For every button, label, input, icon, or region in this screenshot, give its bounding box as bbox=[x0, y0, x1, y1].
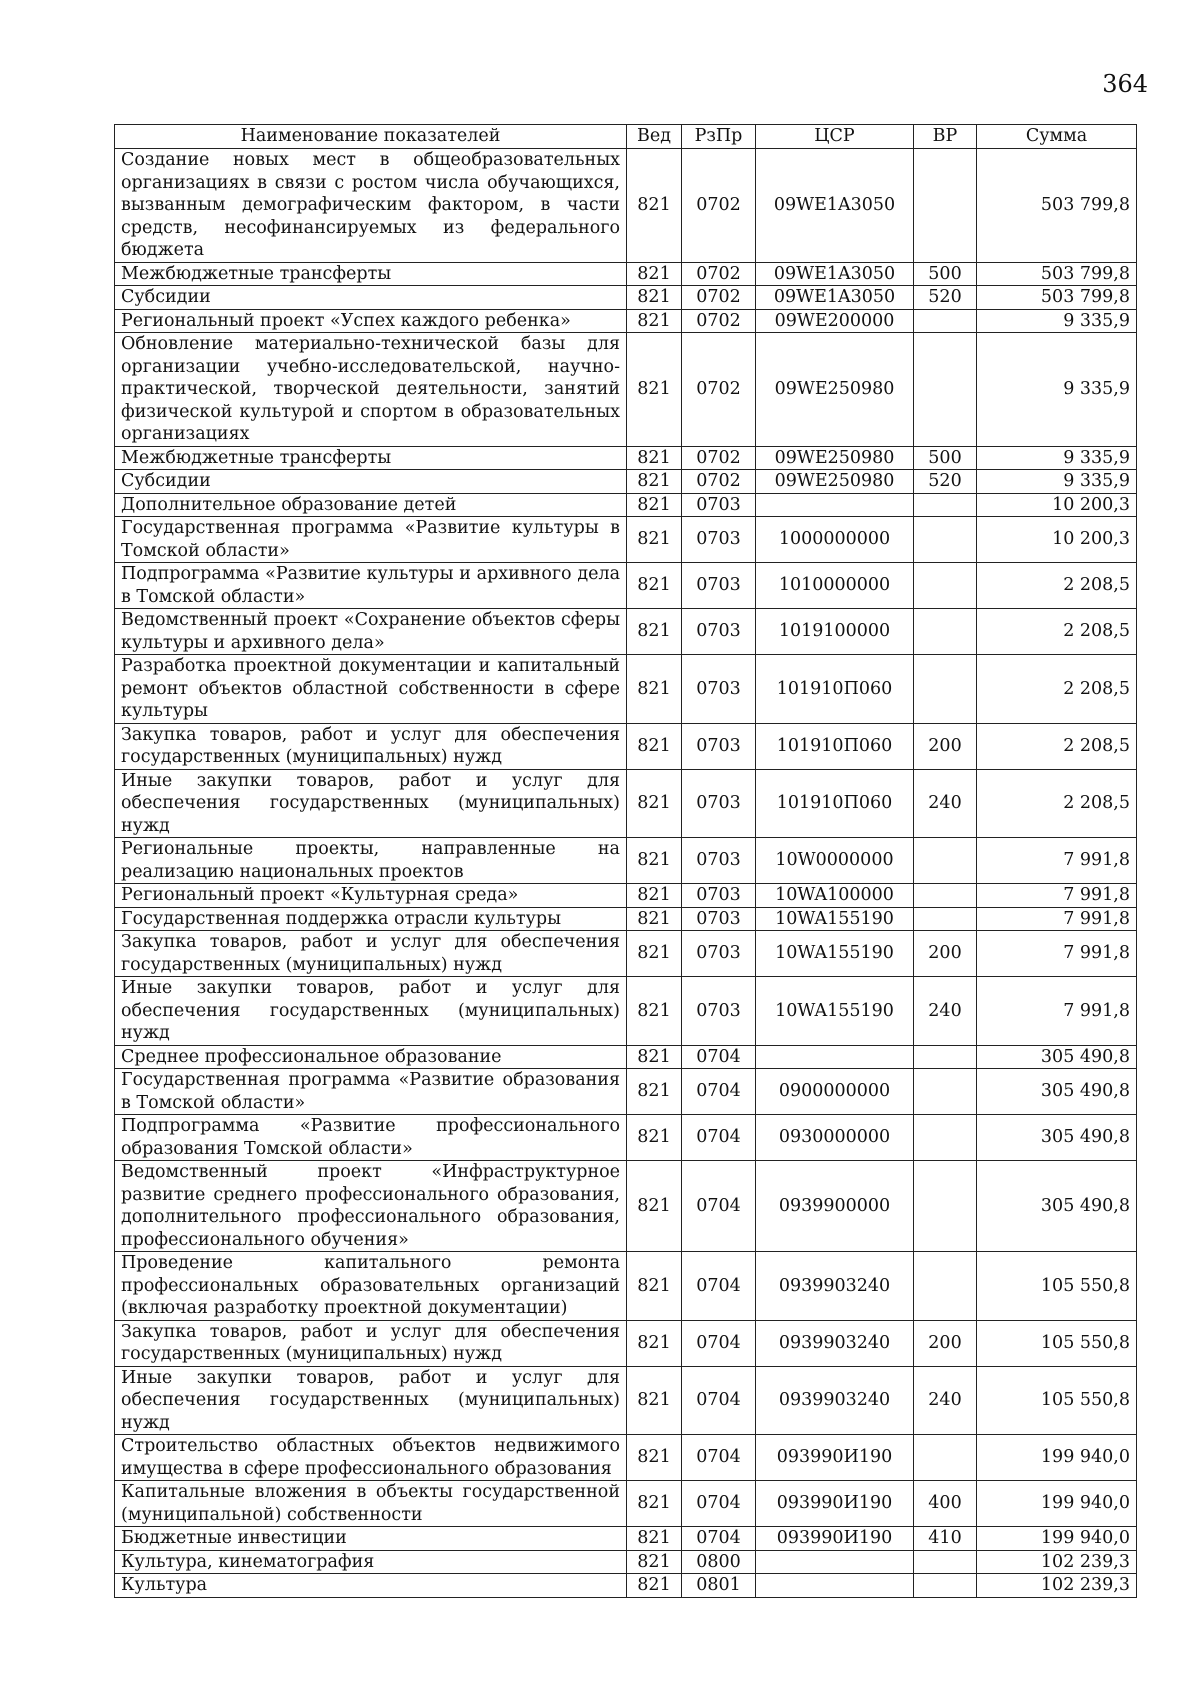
table-row bbox=[115, 1320, 1137, 1366]
cell-ved: 821 bbox=[627, 931, 682, 977]
cell-rzpr: 0702 bbox=[682, 149, 756, 263]
cell-rzpr: 0702 bbox=[682, 262, 756, 286]
cell-rzpr: 0704 bbox=[682, 1069, 756, 1115]
cell-rzpr: 0704 bbox=[682, 1045, 756, 1069]
cell-vr bbox=[914, 1115, 977, 1161]
cell-csr: 0939903240 bbox=[756, 1366, 914, 1435]
cell-sum: 9 335,9 bbox=[977, 309, 1137, 333]
table-row bbox=[115, 977, 1137, 1046]
cell-ved: 821 bbox=[627, 1069, 682, 1115]
cell-name: Подпрограмма «Развитие культуры и архивного дела в Томской области» bbox=[115, 563, 627, 609]
cell-rzpr: 0704 bbox=[682, 1115, 756, 1161]
table-row bbox=[115, 1069, 1137, 1115]
cell-csr: 093990И190 bbox=[756, 1527, 914, 1551]
cell-csr: 09WE1A3050 bbox=[756, 262, 914, 286]
cell-sum: 105 550,8 bbox=[977, 1252, 1137, 1321]
table-row bbox=[115, 907, 1137, 931]
cell-name: Проведение капитального ремонта профессиональных образовательных организаций (включая разработку проектной документации) bbox=[115, 1252, 627, 1321]
cell-vr: 240 bbox=[914, 1366, 977, 1435]
cell-sum: 503 799,8 bbox=[977, 149, 1137, 263]
table-row bbox=[115, 1574, 1137, 1598]
cell-ved: 821 bbox=[627, 655, 682, 724]
cell-sum: 7 991,8 bbox=[977, 931, 1137, 977]
cell-ved: 821 bbox=[627, 907, 682, 931]
cell-ved: 821 bbox=[627, 1320, 682, 1366]
cell-name: Государственная поддержка отрасли культуры bbox=[115, 907, 627, 931]
cell-csr: 10WA155190 bbox=[756, 931, 914, 977]
table-row bbox=[115, 1481, 1137, 1527]
table-row bbox=[115, 563, 1137, 609]
cell-name: Закупка товаров, работ и услуг для обеспечения государственных (муниципальных) нужд bbox=[115, 931, 627, 977]
cell-rzpr: 0702 bbox=[682, 286, 756, 310]
cell-name: Иные закупки товаров, работ и услуг для обеспечения государственных (муниципальных) нужд bbox=[115, 977, 627, 1046]
cell-name: Создание новых мест в общеобразовательных организациях в связи с ростом числа обучающихся, вызванным демографическим фактором, в части средств, несофинансируемых из федерального бюджета bbox=[115, 149, 627, 263]
cell-vr: 410 bbox=[914, 1527, 977, 1551]
cell-ved: 821 bbox=[627, 769, 682, 838]
cell-sum: 105 550,8 bbox=[977, 1366, 1137, 1435]
cell-csr: 1000000000 bbox=[756, 517, 914, 563]
cell-rzpr: 0801 bbox=[682, 1574, 756, 1598]
cell-vr bbox=[914, 1252, 977, 1321]
cell-csr: 09WE250980 bbox=[756, 333, 914, 447]
cell-sum: 2 208,5 bbox=[977, 609, 1137, 655]
cell-vr bbox=[914, 1161, 977, 1252]
cell-sum: 102 239,3 bbox=[977, 1550, 1137, 1574]
cell-ved: 821 bbox=[627, 609, 682, 655]
cell-rzpr: 0704 bbox=[682, 1481, 756, 1527]
cell-csr: 09WE1A3050 bbox=[756, 149, 914, 263]
cell-vr bbox=[914, 884, 977, 908]
cell-ved: 821 bbox=[627, 493, 682, 517]
cell-csr: 101910П060 bbox=[756, 655, 914, 724]
cell-name: Закупка товаров, работ и услуг для обеспечения государственных (муниципальных) нужд bbox=[115, 723, 627, 769]
cell-csr: 10WA155190 bbox=[756, 907, 914, 931]
cell-csr: 0939903240 bbox=[756, 1252, 914, 1321]
table-row bbox=[115, 262, 1137, 286]
cell-csr bbox=[756, 493, 914, 517]
table-header-row bbox=[115, 125, 1137, 149]
table-row bbox=[115, 333, 1137, 447]
cell-ved: 821 bbox=[627, 1574, 682, 1598]
table-row bbox=[115, 1366, 1137, 1435]
cell-rzpr: 0703 bbox=[682, 563, 756, 609]
cell-csr: 093990И190 bbox=[756, 1481, 914, 1527]
cell-csr: 0939903240 bbox=[756, 1320, 914, 1366]
cell-name: Государственная программа «Развитие культуры в Томской области» bbox=[115, 517, 627, 563]
cell-sum: 10 200,3 bbox=[977, 517, 1137, 563]
cell-csr: 10WA155190 bbox=[756, 977, 914, 1046]
cell-ved: 821 bbox=[627, 1252, 682, 1321]
table-row bbox=[115, 1435, 1137, 1481]
cell-ved: 821 bbox=[627, 262, 682, 286]
cell-sum: 105 550,8 bbox=[977, 1320, 1137, 1366]
cell-name: Государственная программа «Развитие образования в Томской области» bbox=[115, 1069, 627, 1115]
cell-ved: 821 bbox=[627, 563, 682, 609]
table-row bbox=[115, 1550, 1137, 1574]
cell-vr bbox=[914, 517, 977, 563]
cell-sum: 305 490,8 bbox=[977, 1115, 1137, 1161]
cell-rzpr: 0704 bbox=[682, 1320, 756, 1366]
cell-rzpr: 0702 bbox=[682, 333, 756, 447]
cell-csr bbox=[756, 1574, 914, 1598]
cell-name: Дополнительное образование детей bbox=[115, 493, 627, 517]
table-row bbox=[115, 1252, 1137, 1321]
cell-vr: 200 bbox=[914, 1320, 977, 1366]
cell-rzpr: 0704 bbox=[682, 1366, 756, 1435]
cell-sum: 9 335,9 bbox=[977, 333, 1137, 447]
table-row bbox=[115, 1045, 1137, 1069]
cell-vr: 520 bbox=[914, 286, 977, 310]
cell-ved: 821 bbox=[627, 333, 682, 447]
cell-vr bbox=[914, 1574, 977, 1598]
cell-name: Региональный проект «Успех каждого ребенка» bbox=[115, 309, 627, 333]
cell-csr: 101910П060 bbox=[756, 723, 914, 769]
cell-csr: 0939900000 bbox=[756, 1161, 914, 1252]
cell-vr bbox=[914, 838, 977, 884]
cell-sum: 305 490,8 bbox=[977, 1069, 1137, 1115]
cell-ved: 821 bbox=[627, 1115, 682, 1161]
cell-csr bbox=[756, 1045, 914, 1069]
cell-vr bbox=[914, 609, 977, 655]
cell-ved: 821 bbox=[627, 1045, 682, 1069]
cell-csr bbox=[756, 1550, 914, 1574]
cell-ved: 821 bbox=[627, 470, 682, 494]
cell-rzpr: 0703 bbox=[682, 907, 756, 931]
header-ved: Вед bbox=[627, 125, 682, 149]
cell-csr: 09WE1A3050 bbox=[756, 286, 914, 310]
cell-rzpr: 0704 bbox=[682, 1252, 756, 1321]
cell-sum: 7 991,8 bbox=[977, 884, 1137, 908]
cell-sum: 10 200,3 bbox=[977, 493, 1137, 517]
cell-rzpr: 0703 bbox=[682, 493, 756, 517]
cell-ved: 821 bbox=[627, 309, 682, 333]
cell-csr: 1010000000 bbox=[756, 563, 914, 609]
cell-ved: 821 bbox=[627, 1435, 682, 1481]
cell-vr: 500 bbox=[914, 262, 977, 286]
cell-name: Разработка проектной документации и капитальный ремонт объектов областной собственности в сфере культуры bbox=[115, 655, 627, 724]
cell-vr bbox=[914, 1435, 977, 1481]
cell-ved: 821 bbox=[627, 1527, 682, 1551]
cell-ved: 821 bbox=[627, 517, 682, 563]
cell-ved: 821 bbox=[627, 1161, 682, 1252]
table-body bbox=[115, 149, 1137, 1598]
cell-sum: 9 335,9 bbox=[977, 446, 1137, 470]
cell-sum: 7 991,8 bbox=[977, 907, 1137, 931]
cell-name: Подпрограмма «Развитие профессионального образования Томской области» bbox=[115, 1115, 627, 1161]
cell-name: Субсидии bbox=[115, 286, 627, 310]
table-row bbox=[115, 286, 1137, 310]
cell-rzpr: 0703 bbox=[682, 977, 756, 1046]
cell-sum: 7 991,8 bbox=[977, 838, 1137, 884]
table-row bbox=[115, 884, 1137, 908]
cell-name: Субсидии bbox=[115, 470, 627, 494]
cell-vr bbox=[914, 1550, 977, 1574]
cell-vr bbox=[914, 1045, 977, 1069]
cell-rzpr: 0703 bbox=[682, 769, 756, 838]
table-row bbox=[115, 838, 1137, 884]
header-csr: ЦСР bbox=[756, 125, 914, 149]
table-row bbox=[115, 470, 1137, 494]
cell-rzpr: 0703 bbox=[682, 655, 756, 724]
cell-sum: 305 490,8 bbox=[977, 1045, 1137, 1069]
header-name: Наименование показателей bbox=[115, 125, 627, 149]
cell-name: Бюджетные инвестиции bbox=[115, 1527, 627, 1551]
cell-ved: 821 bbox=[627, 446, 682, 470]
table-row bbox=[115, 769, 1137, 838]
cell-sum: 7 991,8 bbox=[977, 977, 1137, 1046]
table-row bbox=[115, 931, 1137, 977]
table-row bbox=[115, 609, 1137, 655]
cell-ved: 821 bbox=[627, 884, 682, 908]
cell-name: Региональный проект «Культурная среда» bbox=[115, 884, 627, 908]
cell-rzpr: 0703 bbox=[682, 517, 756, 563]
cell-vr bbox=[914, 907, 977, 931]
table-row bbox=[115, 446, 1137, 470]
cell-csr: 0900000000 bbox=[756, 1069, 914, 1115]
cell-rzpr: 0702 bbox=[682, 446, 756, 470]
page-number: 364 bbox=[1102, 70, 1148, 98]
cell-ved: 821 bbox=[627, 286, 682, 310]
cell-vr bbox=[914, 333, 977, 447]
cell-name: Среднее профессиональное образование bbox=[115, 1045, 627, 1069]
cell-sum: 199 940,0 bbox=[977, 1481, 1137, 1527]
cell-sum: 503 799,8 bbox=[977, 286, 1137, 310]
cell-sum: 2 208,5 bbox=[977, 563, 1137, 609]
cell-vr bbox=[914, 309, 977, 333]
budget-table bbox=[114, 124, 1137, 1598]
cell-sum: 9 335,9 bbox=[977, 470, 1137, 494]
cell-vr: 400 bbox=[914, 1481, 977, 1527]
cell-rzpr: 0703 bbox=[682, 723, 756, 769]
cell-vr bbox=[914, 149, 977, 263]
table-row bbox=[115, 1527, 1137, 1551]
cell-rzpr: 0702 bbox=[682, 470, 756, 494]
cell-name: Культура, кинематография bbox=[115, 1550, 627, 1574]
cell-ved: 821 bbox=[627, 723, 682, 769]
cell-name: Строительство областных объектов недвижимого имущества в сфере профессионального образования bbox=[115, 1435, 627, 1481]
cell-rzpr: 0704 bbox=[682, 1527, 756, 1551]
cell-csr: 09WE200000 bbox=[756, 309, 914, 333]
cell-rzpr: 0703 bbox=[682, 838, 756, 884]
header-rzpr: РзПр bbox=[682, 125, 756, 149]
table-row bbox=[115, 655, 1137, 724]
header-sum: Сумма bbox=[977, 125, 1137, 149]
cell-sum: 2 208,5 bbox=[977, 769, 1137, 838]
header-vr: ВР bbox=[914, 125, 977, 149]
cell-name: Культура bbox=[115, 1574, 627, 1598]
cell-name: Иные закупки товаров, работ и услуг для обеспечения государственных (муниципальных) нужд bbox=[115, 1366, 627, 1435]
cell-csr: 101910П060 bbox=[756, 769, 914, 838]
cell-rzpr: 0702 bbox=[682, 309, 756, 333]
cell-vr: 520 bbox=[914, 470, 977, 494]
cell-sum: 305 490,8 bbox=[977, 1161, 1137, 1252]
table-row bbox=[115, 149, 1137, 263]
cell-vr bbox=[914, 563, 977, 609]
cell-name: Региональные проекты, направленные на реализацию национальных проектов bbox=[115, 838, 627, 884]
cell-csr: 093990И190 bbox=[756, 1435, 914, 1481]
cell-vr: 240 bbox=[914, 977, 977, 1046]
cell-rzpr: 0704 bbox=[682, 1161, 756, 1252]
cell-rzpr: 0800 bbox=[682, 1550, 756, 1574]
cell-vr: 240 bbox=[914, 769, 977, 838]
cell-vr bbox=[914, 493, 977, 517]
table-row bbox=[115, 1161, 1137, 1252]
cell-vr bbox=[914, 655, 977, 724]
cell-rzpr: 0703 bbox=[682, 609, 756, 655]
cell-name: Ведомственный проект «Сохранение объектов сферы культуры и архивного дела» bbox=[115, 609, 627, 655]
cell-name: Обновление материально-технической базы для организации учебно-исследовательской, научно-практической, творческой деятельности, занятий физической культурой и спортом в образовательных организациях bbox=[115, 333, 627, 447]
cell-vr: 200 bbox=[914, 723, 977, 769]
cell-ved: 821 bbox=[627, 1550, 682, 1574]
cell-name: Иные закупки товаров, работ и услуг для обеспечения государственных (муниципальных) нужд bbox=[115, 769, 627, 838]
cell-sum: 102 239,3 bbox=[977, 1574, 1137, 1598]
table-row bbox=[115, 1115, 1137, 1161]
cell-ved: 821 bbox=[627, 1481, 682, 1527]
cell-ved: 821 bbox=[627, 838, 682, 884]
cell-name: Межбюджетные трансферты bbox=[115, 446, 627, 470]
cell-csr: 09WE250980 bbox=[756, 446, 914, 470]
cell-rzpr: 0703 bbox=[682, 884, 756, 908]
cell-csr: 10W0000000 bbox=[756, 838, 914, 884]
cell-name: Ведомственный проект «Инфраструктурное развитие среднего профессионального образования, дополнительного профессионального образования, профессионального обучения» bbox=[115, 1161, 627, 1252]
table-row bbox=[115, 493, 1137, 517]
cell-name: Межбюджетные трансферты bbox=[115, 262, 627, 286]
table-row bbox=[115, 309, 1137, 333]
cell-csr: 1019100000 bbox=[756, 609, 914, 655]
cell-sum: 2 208,5 bbox=[977, 655, 1137, 724]
cell-name: Капитальные вложения в объекты государственной (муниципальной) собственности bbox=[115, 1481, 627, 1527]
cell-sum: 503 799,8 bbox=[977, 262, 1137, 286]
cell-sum: 2 208,5 bbox=[977, 723, 1137, 769]
cell-rzpr: 0703 bbox=[682, 931, 756, 977]
cell-ved: 821 bbox=[627, 1366, 682, 1435]
cell-vr: 200 bbox=[914, 931, 977, 977]
cell-sum: 199 940,0 bbox=[977, 1527, 1137, 1551]
cell-vr: 500 bbox=[914, 446, 977, 470]
table-row bbox=[115, 723, 1137, 769]
cell-csr: 10WA100000 bbox=[756, 884, 914, 908]
cell-rzpr: 0704 bbox=[682, 1435, 756, 1481]
cell-name: Закупка товаров, работ и услуг для обеспечения государственных (муниципальных) нужд bbox=[115, 1320, 627, 1366]
cell-sum: 199 940,0 bbox=[977, 1435, 1137, 1481]
table-row bbox=[115, 517, 1137, 563]
cell-vr bbox=[914, 1069, 977, 1115]
cell-ved: 821 bbox=[627, 149, 682, 263]
cell-ved: 821 bbox=[627, 977, 682, 1046]
cell-csr: 09WE250980 bbox=[756, 470, 914, 494]
cell-csr: 0930000000 bbox=[756, 1115, 914, 1161]
